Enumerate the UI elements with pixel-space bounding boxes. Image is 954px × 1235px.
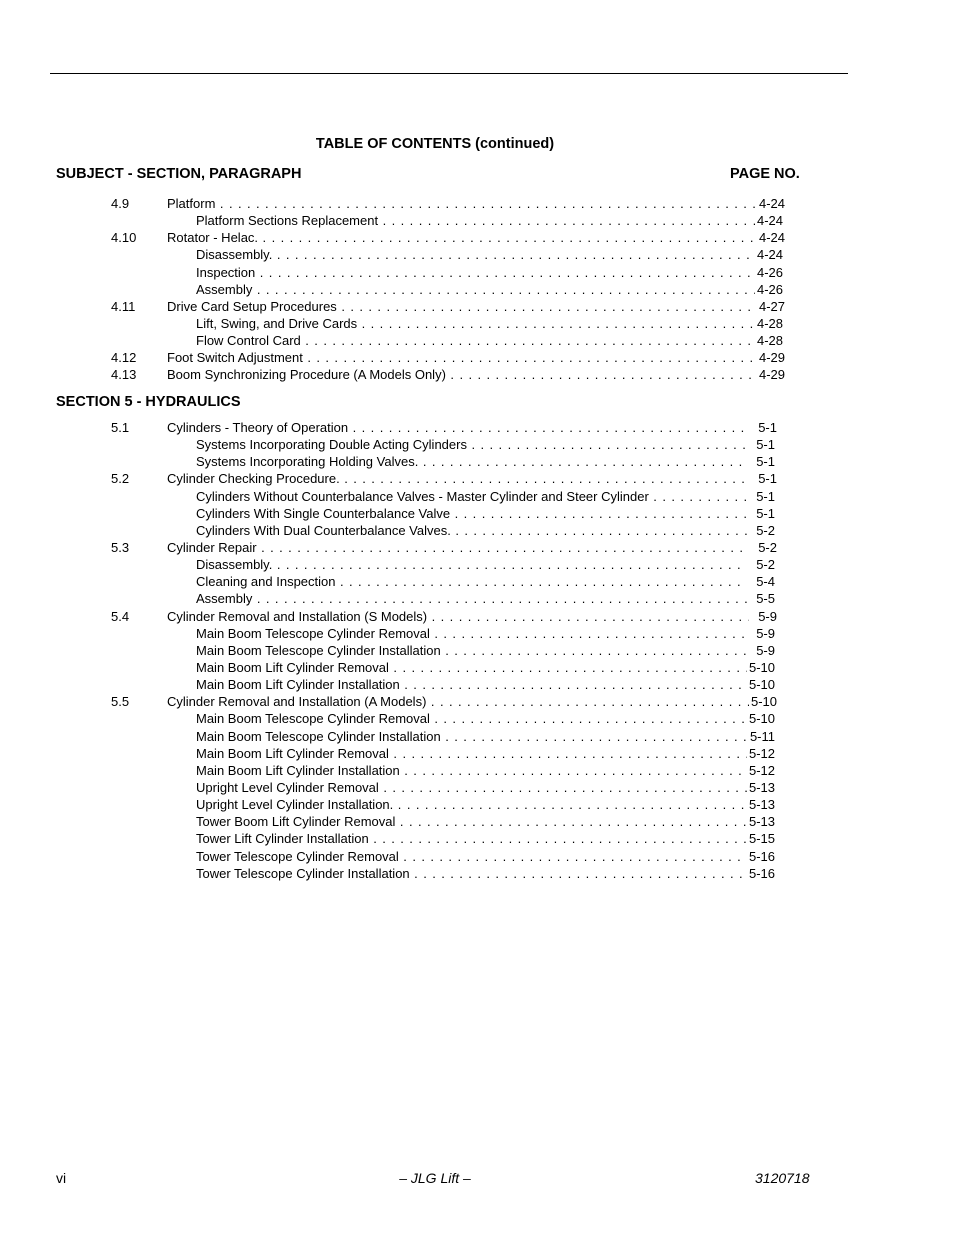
toc-entry-page: 4-24 [756,213,783,229]
toc-entry-title: Tower Telescope Cylinder Removal . . . [196,848,747,865]
toc-entry-title: Cylinder Removal and Installation (A Models) . . . [167,693,749,710]
toc-block-section-4 [0,195,954,384]
toc-entry-title: Boom Synchronizing Procedure (A Models Only) . . . [167,366,757,383]
toc-entry-page: 5-9 [756,642,775,658]
toc-entry [0,779,954,796]
toc-entry [0,573,954,590]
toc-entry [0,349,954,366]
footer-publisher: – JLG Lift – [399,1170,471,1186]
toc-entry-page: 5-13 [748,797,775,813]
toc-entry-title: Tower Telescope Cylinder Installation . . . [196,865,747,882]
toc-entry [0,728,954,745]
toc-entry-title: Systems Incorporating Double Acting Cylinders . . . [196,436,747,453]
toc-entry-page: 5-12 [748,762,775,778]
toc-entry [0,366,954,383]
toc-entry [0,745,954,762]
toc-entry [0,796,954,813]
toc-entry [0,229,954,246]
toc-entry [0,830,954,847]
toc-entry [0,659,954,676]
toc-entry-title: Assembly . . . [196,590,747,607]
toc-entry-title: Platform Sections Replacement . . . [196,212,755,229]
toc-entry-title: Main Boom Telescope Cylinder Removal . . . [196,625,747,642]
toc-entry-page: 5-1 [756,437,775,453]
toc-entry [0,642,954,659]
toc-entry-page: 5-10 [748,677,775,693]
toc-entry-page: 5-16 [748,848,775,864]
toc-entry-page: 5-11 [749,728,775,744]
toc-entry [0,281,954,298]
toc-entry [0,865,954,882]
toc-entry-title: Disassembly. . . . [196,556,747,573]
toc-entry-title: Cylinder Removal and Installation (S Models) . . . [167,608,749,625]
toc-entry [0,453,954,470]
toc-entry-page: 4-24 [758,230,785,246]
toc-entry-title: Cylinder Checking Procedure. . . . [167,470,749,487]
toc-entry-title: Cylinders With Dual Counterbalance Valves. . . . [196,522,747,539]
toc-entry-number: 4.11 [111,298,136,314]
toc-entry [0,246,954,263]
toc-entry-title: Cylinders With Single Counterbalance Valve . . . [196,505,747,522]
toc-entry-title: Main Boom Lift Cylinder Removal . . . [196,659,747,676]
toc-entry-title: Main Boom Lift Cylinder Installation . . . [196,676,747,693]
toc-entry [0,195,954,212]
toc-entry-page: 4-24 [756,247,783,263]
toc-entry-title: Upright Level Cylinder Installation. . . . [196,796,747,813]
toc-entry-page: 5-13 [748,814,775,830]
toc-entry-page: 4-28 [756,333,783,349]
toc-entry [0,505,954,522]
toc-entry [0,556,954,573]
toc-entry [0,436,954,453]
toc-entry-title: Rotator - Helac. . . . [167,229,757,246]
toc-entry-number: 5.3 [111,539,130,555]
toc-entry-title: Cleaning and Inspection . . . [196,573,747,590]
toc-entry-page: 5-9 [756,625,775,641]
toc-entry-page: 5-1 [756,488,775,504]
toc-entry [0,590,954,607]
toc-entry [0,332,954,349]
toc-entry-number: 5.4 [111,608,130,624]
toc-entry-page: 5-10 [748,659,775,675]
toc-entry-page: 5-16 [748,865,775,881]
toc-entry-page: 5-1 [758,420,777,435]
toc-entry [0,470,954,487]
toc-entry-title: Lift, Swing, and Drive Cards . . . [196,315,755,332]
toc-entry-title: Platform . . . [167,195,757,212]
toc-entry [0,315,954,332]
toc-entry-title: Tower Lift Cylinder Installation . . . [196,830,747,847]
toc-entry-title: Flow Control Card . . . [196,332,755,349]
footer-page-number: vi [56,1170,67,1186]
toc-entry-title: Main Boom Telescope Cylinder Installation . . . [196,642,747,659]
toc-entry-title: Main Boom Telescope Cylinder Installation . . . [196,728,747,745]
top-rule [50,73,848,74]
toc-entry-page: 5-4 [756,574,775,590]
toc-entry-title: Systems Incorporating Holding Valves. . . . [196,453,747,470]
toc-entry-page: 5-2 [756,557,775,573]
toc-entry-number: 4.9 [111,196,130,211]
toc-entry [0,212,954,229]
toc-entry-page: 5-10 [750,694,777,710]
toc-entry-number: 4.10 [111,230,137,246]
toc-entry-page: 5-10 [748,711,775,727]
footer-manual-number: 3120718 [755,1170,810,1186]
toc-entry [0,298,954,315]
toc-entry-page: 4-28 [756,315,783,331]
toc-entry [0,693,954,710]
toc-entry-number: 5.1 [111,420,130,435]
toc-title: TABLE OF CONTENTS (continued) [315,136,555,152]
toc-entry-title: Cylinders Without Counterbalance Valves - Master Cylinder and Steer Cylinder . . . [196,488,747,505]
toc-entry-title: Inspection . . . [196,264,755,281]
toc-block-section-5 [0,419,954,882]
toc-entry-page: 5-12 [748,745,775,761]
toc-entry-page: 4-26 [756,264,783,280]
toc-entry-page: 5-9 [758,608,777,624]
toc-entry [0,848,954,865]
toc-entry [0,522,954,539]
toc-entry-title: Cylinders - Theory of Operation . . . [167,419,749,436]
toc-entry-title: Main Boom Lift Cylinder Installation . . . [196,762,747,779]
toc-entry-title: Disassembly. . . . [196,246,755,263]
toc-entry-title: Main Boom Telescope Cylinder Removal . . . [196,710,747,727]
toc-entry-page: 4-29 [758,350,785,366]
toc-entry-page: 5-1 [756,454,775,470]
toc-entry [0,264,954,281]
toc-entry-title: Upright Level Cylinder Removal . . . [196,779,747,796]
toc-entry-page: 5-15 [748,831,775,847]
toc-entry-title: Foot Switch Adjustment . . . [167,349,757,366]
toc-entry-number: 5.5 [111,694,130,710]
toc-entry [0,419,954,436]
toc-entry-page: 5-2 [756,522,775,538]
toc-entry-page: 5-2 [758,539,777,555]
toc-entry [0,676,954,693]
toc-entry-number: 5.2 [111,471,130,487]
toc-entry [0,710,954,727]
section-5-title: SECTION 5 - HYDRAULICS [56,394,241,410]
toc-entry-page: 5-13 [748,779,775,795]
toc-entry [0,608,954,625]
toc-entry-page: 5-5 [756,591,775,607]
page-column-header: PAGE NO. [730,166,800,182]
toc-entry [0,625,954,642]
toc-entry [0,762,954,779]
toc-entry-title: Main Boom Lift Cylinder Removal . . . [196,745,747,762]
toc-entry-page: 4-24 [758,196,785,211]
toc-entry-number: 4.12 [111,350,137,366]
toc-entry-page: 4-26 [756,281,783,297]
toc-entry-number: 4.13 [111,367,137,383]
toc-entry-page: 4-27 [758,298,785,314]
toc-entry [0,813,954,830]
toc-entry [0,488,954,505]
toc-entry-title: Assembly . . . [196,281,755,298]
toc-entry-page: 5-1 [758,471,777,487]
toc-entry-page: 4-29 [758,367,785,383]
toc-entry-title: Tower Boom Lift Cylinder Removal . . . [196,813,747,830]
toc-entry-title: Cylinder Repair . . . [167,539,749,556]
subject-column-header: SUBJECT - SECTION, PARAGRAPH [56,166,302,182]
toc-entry-page: 5-1 [756,505,775,521]
toc-entry [0,539,954,556]
toc-entry-title: Drive Card Setup Procedures . . . [167,298,757,315]
